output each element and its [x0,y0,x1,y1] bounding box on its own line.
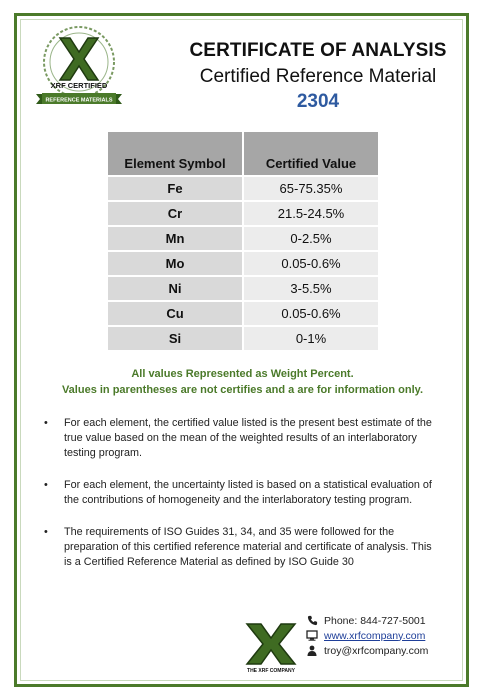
note-line-1: All values Represented as Weight Percent. [131,368,354,380]
column-header-element: Element Symbol [108,132,242,175]
list-item [40,525,440,570]
element-symbol: Mo [108,252,242,275]
bullet-text: For each element, the certified value listed is the present best estimate of the true value based on the mean of the weighted results of an interlaboratory testing program. [64,417,432,459]
table-row [108,277,378,300]
table-row [108,327,378,350]
xrf-certified-logo [34,24,124,110]
table-row [108,302,378,325]
certified-value: 3-5.5% [244,277,378,300]
certified-value: 0-2.5% [244,227,378,250]
certified-value: 0.05-0.6% [244,252,378,275]
company-logo-text: THE XRF COMPANY [247,668,295,674]
email-text[interactable]: troy@xrfcompany.com [324,644,429,657]
certified-values-table [106,130,380,352]
element-symbol: Mn [108,227,242,250]
contact-email-row [305,643,428,658]
bullet-icon: • [44,479,48,491]
table-row [108,202,378,225]
logo-ribbon-text: REFERENCE MATERIALS [45,97,113,104]
bullet-icon: • [44,417,48,429]
weight-percent-note [30,366,455,398]
column-header-value: Certified Value [244,132,378,175]
bullet-text: The requirements of ISO Guides 31, 34, and 35 were followed for the preparation of this certified reference material and certificate of analysis. This is a Certified Reference Material as defined by ISO Guide 30 [64,526,432,568]
list-item [40,478,440,508]
certified-value: 21.5-24.5% [244,202,378,225]
phone-icon [305,615,319,626]
table-row [108,227,378,250]
page-subtitle: Certified Reference Material [199,66,437,87]
certification-notes-list [40,416,440,587]
table-row [108,177,378,200]
element-symbol: Cr [108,202,242,225]
xrf-company-logo [243,622,299,674]
certified-value: 0.05-0.6% [244,302,378,325]
certified-value: 0-1% [244,327,378,350]
bullet-text: For each element, the uncertainty listed is based on a statistical evaluation of the contributions of homogeneity and the interlaboratory testing program. [64,479,432,506]
website-link[interactable]: www.xrfcompany.com [324,629,426,642]
element-symbol: Cu [108,302,242,325]
phone-text: Phone: 844-727-5001 [324,614,426,627]
computer-icon [305,630,319,641]
contact-info [305,613,428,658]
contact-phone-row [305,613,428,628]
bullet-icon: • [44,526,48,538]
certified-value: 65-75.35% [244,177,378,200]
element-symbol: Fe [108,177,242,200]
certificate-number: 2304 [296,91,340,112]
element-symbol: Ni [108,277,242,300]
element-symbol: Si [108,327,242,350]
header [170,40,466,113]
table-row [108,252,378,275]
person-icon [305,645,319,656]
note-line-2: Values in parentheses are not certifies and a are for information only. [61,384,424,396]
page-title: CERTIFICATE OF ANALYSIS [189,40,447,61]
logo-text: XRF CERTIFIED [50,81,108,90]
list-item [40,416,440,461]
contact-website-row [305,628,428,643]
